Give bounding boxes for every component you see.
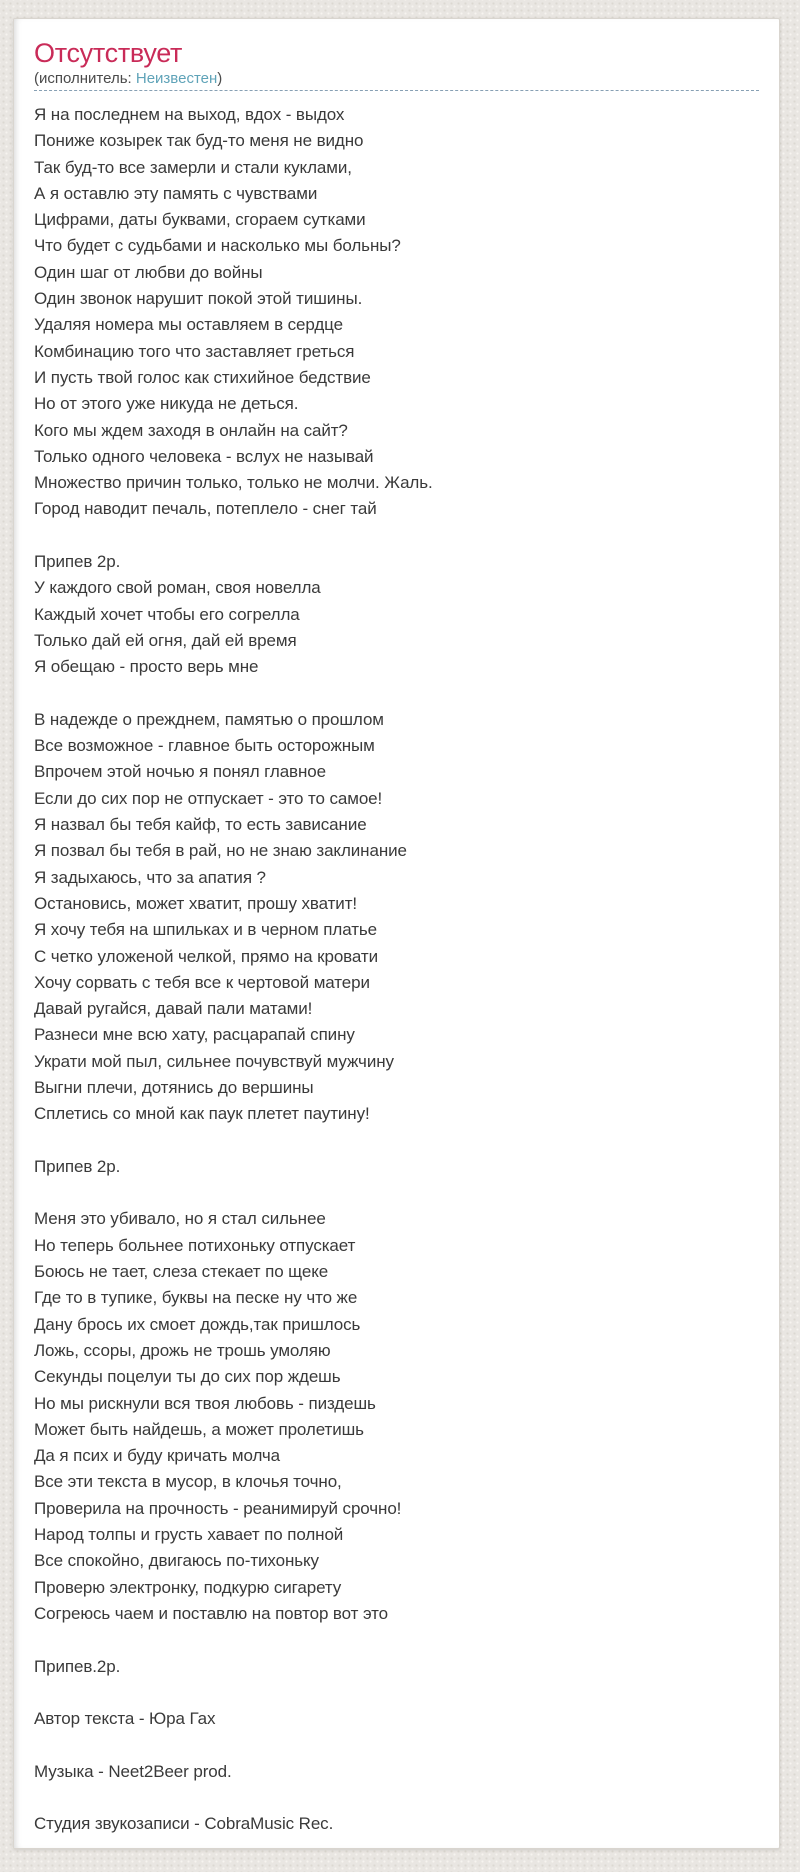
- lyric-line: Меня это убивало, но я стал сильнее: [34, 1209, 326, 1229]
- lyric-line: Студия звукозаписи - CobraMusic Rec.: [34, 1814, 334, 1834]
- lyric-line: И пусть твой голос как стихийное бедствие: [34, 367, 371, 387]
- lyric-line: Один шаг от любви до войны: [34, 262, 263, 282]
- lyric-line: Припев 2р.: [34, 1156, 121, 1176]
- lyric-line: Город наводит печаль, потеплело - снег тай: [34, 499, 377, 519]
- lyric-line: Проверю электронку, подкурю сигарету: [34, 1577, 342, 1597]
- lyric-line: Но теперь больнее потихоньку отпускает: [34, 1235, 356, 1255]
- lyric-line: Автор текста - Юра Гах: [34, 1709, 216, 1729]
- lyric-line: Так буд-то все замерли и стали куклами,: [34, 157, 352, 177]
- lyric-line: Проверила на прочность - реанимируй срочно!: [34, 1498, 402, 1518]
- lyric-line: [34, 681, 759, 707]
- lyric-line: [34, 1732, 759, 1758]
- lyric-line: Что будет с судьбами и насколько мы больны?: [34, 236, 401, 256]
- lyric-line: Цифрами, даты буквами, сгораем сутками: [34, 210, 366, 230]
- lyric-line: В надежде о прежднем, памятью о прошлом: [34, 709, 384, 729]
- lyric-line: Я на последнем на выход, вдох - выдох: [34, 105, 345, 124]
- lyric-line: Украти мой пыл, сильнее почувствуй мужчину: [34, 1051, 394, 1071]
- lyric-line: Давай ругайся, давай пали матами!: [34, 999, 313, 1019]
- lyric-line: Сплетись со мной как паук плетет паутину!: [34, 1104, 370, 1124]
- lyric-line: Пониже козырек так буд-то меня не видно: [34, 131, 364, 151]
- lyric-line: Я позвал бы тебя в рай, но не знаю заклинание: [34, 841, 407, 861]
- dashed-separator: [34, 90, 759, 91]
- lyric-line: Но мы рискнули вся твоя любовь - пиздешь: [34, 1393, 376, 1413]
- lyric-line: Комбинацию того что заставляет греться: [34, 341, 355, 361]
- lyric-line: [34, 523, 759, 549]
- lyric-line: [34, 1128, 759, 1154]
- lyric-line: Где то в тупике, буквы на песке ну что же: [34, 1288, 358, 1308]
- lyric-line: С четко уложеной челкой, прямо на кровати: [34, 946, 378, 966]
- artist-link[interactable]: Неизвестен: [135, 70, 218, 87]
- lyric-line: Боюсь не тает, слеза стекает по щеке: [34, 1262, 329, 1282]
- lyric-line: Секунды поцелуи ты до сих пор ждешь: [34, 1367, 341, 1387]
- lyric-line: Припев 2р.: [34, 552, 121, 572]
- lyric-line: Хочу сорвать с тебя все к чертовой матери: [34, 972, 370, 992]
- lyric-line: [34, 1680, 759, 1706]
- lyric-line: Все спокойно, двигаюсь по-тихоньку: [34, 1551, 319, 1571]
- lyric-line: Но от этого уже никуда не деться.: [34, 394, 299, 414]
- lyric-line: Каждый хочет чтобы его согрелла: [34, 604, 300, 624]
- lyric-line: Музыка - Neet2Beer prod.: [34, 1761, 232, 1781]
- lyrics-text: [34, 102, 759, 1838]
- lyric-line: Все эти текста в мусор, в клочья точно,: [34, 1472, 342, 1492]
- lyric-line: У каждого свой роман, своя новелла: [34, 578, 321, 598]
- lyric-line: Выгни плечи, дотянись до вершины: [34, 1077, 314, 1097]
- lyric-line: [34, 1627, 759, 1653]
- lyric-line: Ложь, ссоры, дрожь не трошь умоляю: [34, 1340, 331, 1360]
- lyric-line: Все возможное - главное быть осторожным: [34, 736, 375, 756]
- artist-label-suffix: ): [217, 70, 223, 87]
- artist-line: [34, 69, 759, 89]
- lyric-line: Народ толпы и грусть хавает по полной: [34, 1525, 344, 1545]
- lyrics-card: [13, 18, 780, 1849]
- lyric-line: А я оставлю эту память с чувствами: [34, 183, 318, 203]
- lyric-line: Разнеси мне всю хату, расцарапай спину: [34, 1025, 355, 1045]
- lyric-line: Припев.2р.: [34, 1656, 121, 1676]
- lyric-line: Согреюсь чаем и поставлю на повтор вот это: [34, 1603, 389, 1623]
- lyric-line: Удаляя номера мы оставляем в сердце: [34, 315, 343, 335]
- lyric-line: Только одного человека - вслух не называй: [34, 446, 374, 466]
- lyric-line: Впрочем этой ночью я понял главное: [34, 762, 326, 782]
- lyric-line: Кого мы ждем заходя в онлайн на сайт?: [34, 420, 348, 440]
- lyric-line: Я обещаю - просто верь мне: [34, 657, 259, 677]
- lyric-line: Только дай ей огня, дай ей время: [34, 630, 297, 650]
- lyric-line: [34, 1180, 759, 1206]
- lyric-line: Я задыхаюсь, что за апатия ?: [34, 867, 266, 887]
- lyric-line: Если до сих пор не отпускает - это то самое!: [34, 788, 383, 808]
- lyric-line: Один звонок нарушит покой этой тишины.: [34, 289, 363, 309]
- lyric-line: Дану брось их смоет дождь,так пришлось: [34, 1314, 361, 1334]
- lyric-line: Я назвал бы тебя кайф, то есть зависание: [34, 815, 367, 835]
- lyric-line: [34, 1785, 759, 1811]
- lyric-line: Остановись, может хватит, прошу хватит!: [34, 893, 358, 913]
- lyric-line: Я хочу тебя на шпильках и в черном платье: [34, 920, 377, 940]
- lyric-line: Может быть найдешь, а может пролетишь: [34, 1419, 364, 1439]
- song-title: Отсутствует: [34, 38, 183, 68]
- lyric-line: Да я псих и буду кричать молча: [34, 1446, 281, 1466]
- lyric-line: Множество причин только, только не молчи. Жаль.: [34, 473, 433, 493]
- artist-label-prefix: (исполнитель:: [34, 70, 136, 87]
